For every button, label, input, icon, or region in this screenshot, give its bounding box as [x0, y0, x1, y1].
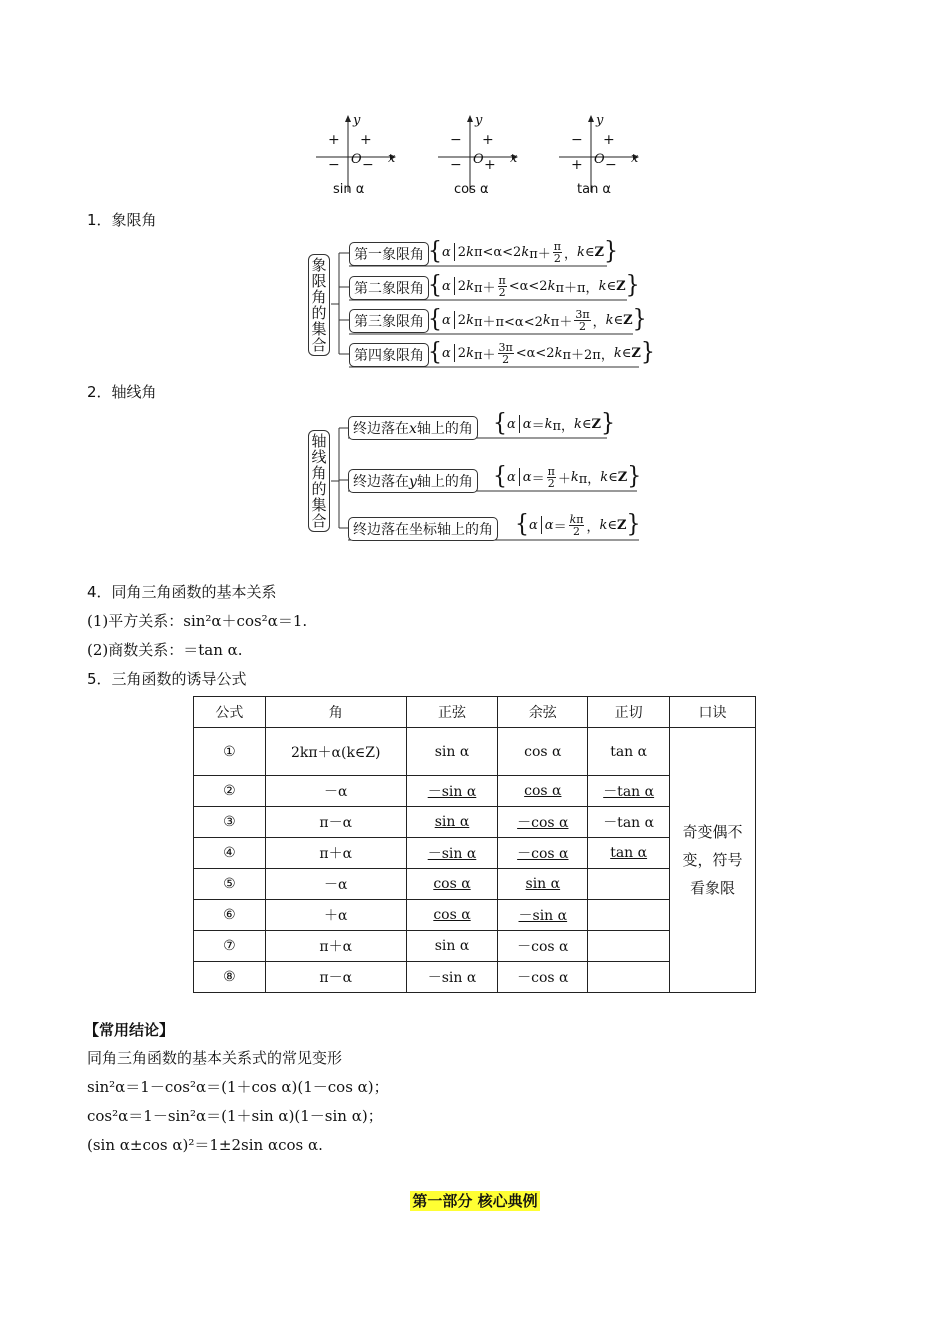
- formula-number: ①: [194, 728, 266, 776]
- quadrant-diagram: [305, 236, 655, 370]
- sign-chart-tan: [553, 112, 643, 202]
- axis-row-3-label: 终边落在坐标轴上的角: [348, 517, 498, 541]
- tan-origin: O: [594, 152, 605, 167]
- conclusion-formula-1: sin²α＝1－cos²α＝(1＋cos α)(1－cos α)；: [87, 1078, 389, 1096]
- sin-chart-caption: sin α: [333, 182, 365, 197]
- formula-angle: π＋α: [265, 931, 406, 962]
- table-header-cell: 角: [265, 697, 406, 728]
- cos-y-label: y: [475, 113, 483, 128]
- square-relation: (1)平方关系：sin²α＋cos²α＝1.: [87, 612, 308, 630]
- formula-sin: －sin α: [427, 846, 477, 862]
- cos-q1-sign: +: [482, 132, 494, 148]
- quotient-relation: (2)商数关系：＝tan α.: [87, 641, 243, 659]
- formula-cos: －cos α: [498, 962, 588, 993]
- table-header-cell: 口诀: [670, 697, 756, 728]
- section5-heading: 5．三角函数的诱导公式: [87, 670, 247, 688]
- formula-sin: sin α: [434, 814, 470, 830]
- formula-cos: sin α: [525, 876, 561, 892]
- formula-tan: [588, 962, 670, 993]
- sin-q2-sign: +: [328, 132, 340, 148]
- tan-q1-sign: +: [603, 132, 615, 148]
- sin-q4-sign: −: [362, 157, 374, 173]
- formula-tan: [588, 869, 670, 900]
- cos-x-label: x: [510, 151, 518, 166]
- formula-tan: [588, 931, 670, 962]
- sign-chart-sin: [310, 112, 400, 202]
- formula-sin: cos α: [433, 907, 471, 923]
- table-header-cell: 正弦: [406, 697, 498, 728]
- quadrant-row-1-label: 第一象限角: [349, 242, 429, 266]
- part-title-wrap: [0, 1190, 950, 1211]
- cos-chart-caption: cos α: [454, 182, 489, 197]
- quadrant-diagram-title: 象限角的集合: [308, 254, 330, 356]
- formula-angle: －α: [265, 776, 406, 807]
- section2-heading: 2．轴线角: [87, 383, 157, 401]
- section4-heading: 4．同角三角函数的基本关系: [87, 583, 277, 601]
- tan-q4-sign: −: [605, 157, 617, 173]
- table-header-cell: 正切: [588, 697, 670, 728]
- formula-angle: ＋α: [265, 900, 406, 931]
- axis-row-2-label: [348, 469, 478, 493]
- axis-diagram: [305, 408, 645, 544]
- formula-angle: π－α: [265, 962, 406, 993]
- sin-origin: O: [351, 152, 362, 167]
- table-row: [194, 728, 756, 776]
- formula-cos: －sin α: [518, 908, 568, 924]
- formula-angle: π－α: [265, 807, 406, 838]
- sign-chart-cos: [432, 112, 522, 202]
- formula-number: ⑧: [194, 962, 266, 993]
- induction-formula-table: [193, 696, 756, 993]
- quadrant-row-1-set: { α 2 k π<α<2 k π＋ $\frac{\pi}{2}$ ， k ∈ Z }: [428, 237, 619, 266]
- formula-cos: －cos α: [498, 931, 588, 962]
- axis-diagram-title: 轴线角的集合: [308, 430, 330, 532]
- axis-row-1-var: x: [409, 421, 417, 437]
- formula-tan: －tan α: [588, 807, 670, 838]
- formula-cos: cos α: [498, 728, 588, 776]
- tan-y-label: y: [596, 113, 604, 128]
- formula-sin: －sin α: [427, 784, 477, 800]
- sin-y-label: y: [353, 113, 361, 128]
- axis-row-1-label: [348, 416, 478, 440]
- table-header-cell: 公式: [194, 697, 266, 728]
- axis-row-2-post: 轴上的角: [416, 474, 473, 490]
- formula-number: ②: [194, 776, 266, 807]
- quadrant-row-4-label: 第四象限角: [349, 343, 429, 367]
- cos-q4-sign: +: [484, 157, 496, 173]
- axis-row-1-pre: 终边落在: [353, 421, 409, 437]
- tan-x-label: x: [631, 151, 639, 166]
- formula-cos: cos α: [524, 783, 562, 799]
- formula-angle: 2kπ＋α(k∈Z): [265, 728, 406, 776]
- formula-sin: sin α: [406, 728, 498, 776]
- conclusion-formula-3: (sin α±cos α)²＝1±2sin αcos α.: [87, 1136, 323, 1154]
- tan-chart-caption: tan α: [577, 182, 612, 197]
- axis-row-2-set: { α α ＝ $\frac{\pi}{2}$ ＋ k π， k ∈ Z }: [493, 462, 642, 491]
- axis-row-2-pre: 终边落在: [353, 474, 409, 490]
- quadrant-row-3-set: { α 2 k π＋π<α<2 k π＋ $\frac{3\pi}{2}$ ， k ∈ Z }: [428, 305, 647, 334]
- conclusion-formula-2: cos²α＝1－sin²α＝(1＋sin α)(1－sin α)；: [87, 1107, 383, 1125]
- cos-q3-sign: −: [450, 157, 462, 173]
- sin-x-label: x: [388, 151, 396, 166]
- formula-cos: －cos α: [517, 846, 569, 862]
- conclusions-intro: 同角三角函数的基本关系式的常见变形: [87, 1049, 343, 1067]
- axis-row-2-var: y: [409, 474, 417, 490]
- formula-angle: π＋α: [265, 838, 406, 869]
- quadrant-row-2-label: 第二象限角: [349, 276, 429, 300]
- sin-q1-sign: +: [360, 132, 372, 148]
- formula-number: ③: [194, 807, 266, 838]
- tan-q3-sign: +: [571, 157, 583, 173]
- cos-origin: O: [473, 152, 484, 167]
- formula-tan: tan α: [588, 728, 670, 776]
- axis-row-3-set: { α α ＝ $\frac{k\pi}{2}$ ， k ∈ Z }: [515, 510, 641, 539]
- formula-tan: [588, 900, 670, 931]
- cos-q2-sign: −: [450, 132, 462, 148]
- axis-row-1-set: { α α ＝ k π， k ∈ Z }: [493, 409, 616, 438]
- part-title: 第一部分 核心典例: [412, 1192, 538, 1210]
- table-header-cell: 余弦: [498, 697, 588, 728]
- sin-q3-sign: −: [328, 157, 340, 173]
- formula-number: ⑦: [194, 931, 266, 962]
- quadrant-row-2-set: { α 2 k π＋ $\frac{\pi}{2}$ <α<2 k π＋π， k ∈ Z }: [428, 271, 640, 300]
- tan-q2-sign: −: [571, 132, 583, 148]
- formula-cos: －cos α: [517, 815, 569, 831]
- conclusions-heading: 【常用结论】: [84, 1021, 175, 1039]
- formula-sin: sin α: [406, 931, 498, 962]
- formula-sin: cos α: [433, 876, 471, 892]
- formula-number: ⑤: [194, 869, 266, 900]
- section1-heading: 1．象限角: [87, 211, 157, 229]
- formula-tan: －tan α: [603, 784, 655, 800]
- table-header-row: [194, 697, 756, 728]
- axis-row-1-post: 轴上的角: [416, 421, 473, 437]
- mnemonic-cell: 奇变偶不变，符号看象限: [670, 728, 756, 993]
- formula-number: ⑥: [194, 900, 266, 931]
- formula-angle: －α: [265, 869, 406, 900]
- quadrant-row-3-label: 第三象限角: [349, 309, 429, 333]
- formula-sin: －sin α: [406, 962, 498, 993]
- quadrant-row-4-set: { α 2 k π＋ $\frac{3\pi}{2}$ <α<2 k π＋2π， k ∈ Z }: [428, 338, 655, 367]
- formula-tan: tan α: [610, 845, 648, 861]
- formula-number: ④: [194, 838, 266, 869]
